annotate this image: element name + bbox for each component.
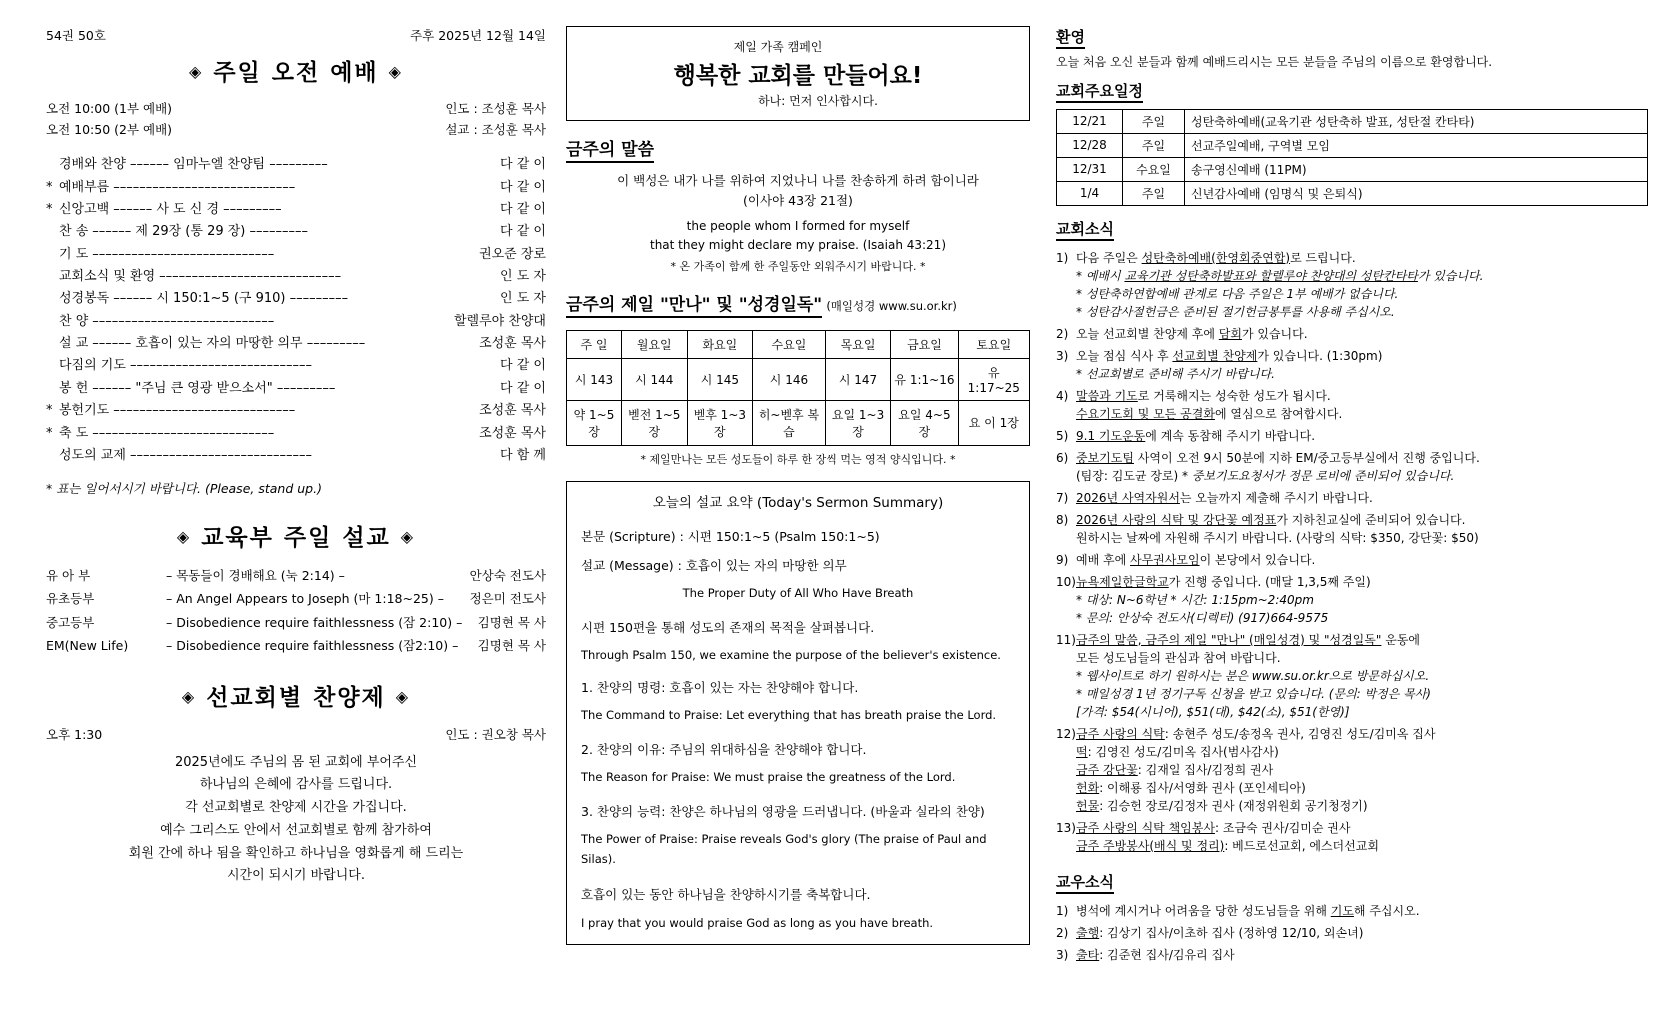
mission-fest-line: 예수 그리스도 안에서 선교회별로 함께 참가하여 <box>160 822 432 838</box>
education-row <box>46 587 546 610</box>
weekly-word-title: 금주의 말씀 <box>566 135 654 163</box>
manna-cell: 시 147 <box>825 358 891 400</box>
order-filler: –––––––––––––––––––––––––––– <box>92 313 275 329</box>
schedule-day: 주일 <box>1123 181 1185 205</box>
news-number: 7) <box>1056 490 1069 505</box>
sermon-message-label: 설교 (Message) : <box>581 558 682 574</box>
order-filler: –––––––––––––––––––––––––––– <box>92 425 275 441</box>
education-teacher: 김명현 목 사 <box>477 614 546 630</box>
order-assignee: 다 함 께 <box>500 447 546 463</box>
education-teacher: 김명현 목 사 <box>477 637 546 653</box>
news-number: 2) <box>1056 925 1069 940</box>
news-body <box>1076 325 1648 343</box>
service-times <box>46 99 546 140</box>
news-line: 금주 주방봉사(배식 및 정리): 베드로선교회, 에스더선교회 <box>1076 838 1379 853</box>
education-row <box>46 611 546 634</box>
service-time-row <box>46 120 546 141</box>
order-label: 축 도 <box>59 425 89 441</box>
manna-title-text: 금주의 제일 "만나" 및 "성경일독" <box>566 294 823 315</box>
news-line: * 매일성경 1년 정기구독 신청을 받고 있습니다. (문의: 박정은 목사) <box>1076 686 1431 701</box>
church-news-item <box>1056 347 1648 383</box>
weekly-word-block <box>566 171 1030 276</box>
education-title <box>46 519 546 552</box>
order-assignee: 다 같 이 <box>500 179 546 195</box>
manna-cell: 목요일 <box>825 330 891 358</box>
church-news-item <box>1056 427 1648 445</box>
schedule-day: 주일 <box>1123 133 1185 157</box>
order-label: 신앙고백 <box>59 201 110 217</box>
manna-cell: 시 144 <box>621 358 687 400</box>
order-item <box>46 445 546 467</box>
news-body <box>1076 449 1648 485</box>
service-time-row <box>46 99 546 120</box>
order-filler: –––––– 시 150:1~5 (구 910) ––––––––– <box>113 291 349 307</box>
education-list <box>46 564 546 657</box>
sermon-scripture-label: 본문 (Scripture) : <box>581 528 684 544</box>
mission-fest-block <box>46 724 546 888</box>
mission-fest-line: 시간이 되시기 바랍니다. <box>227 868 365 884</box>
news-line: * 성탄축하연합예배 관계로 다음 주일은 1부 예배가 없습니다. <box>1076 286 1399 301</box>
order-item <box>46 199 546 221</box>
schedule-event: 선교주일예배, 구역별 모임 <box>1185 133 1648 157</box>
mission-fest-text <box>46 752 546 889</box>
news-number: 4) <box>1056 388 1069 403</box>
mission-fest-header <box>46 724 546 746</box>
member-news-title: 교우소식 <box>1056 871 1114 894</box>
education-dept: 유초등부 <box>46 591 95 607</box>
sermon-message-english: The Proper Duty of All Who Have Breath <box>682 586 914 601</box>
order-assignee: 조성훈 목사 <box>479 425 546 441</box>
order-label: 다짐의 기도 <box>59 358 126 374</box>
manna-cell: 주 일 <box>567 330 622 358</box>
news-number: 3) <box>1056 947 1069 962</box>
mission-fest-leader: 인도 : 권오창 목사 <box>445 726 546 742</box>
education-topic: – 목동들이 경배해요 (눅 2:14) – <box>166 568 345 584</box>
news-body <box>1076 551 1648 569</box>
schedule-event: 신년감사예배 (임명식 및 은퇴식) <box>1185 181 1648 205</box>
church-news-item <box>1056 631 1648 721</box>
member-news-item <box>1056 946 1648 964</box>
sermon-closing-korean: 호흡이 있는 동안 하나님을 찬양하시기를 축복합니다. <box>581 886 871 902</box>
news-line: 9.1 기도운동에 계속 동참해 주시기 바랍니다. <box>1076 428 1316 443</box>
service-preacher: 설교 : 조성훈 목사 <box>445 121 546 137</box>
order-assignee: 인 도 자 <box>500 291 546 307</box>
news-number: 12) <box>1056 726 1076 741</box>
church-news-item <box>1056 551 1648 569</box>
order-star: * <box>46 403 53 419</box>
sermon-intro-english: Through Psalm 150, we examine the purpose of the believer's existence. <box>581 648 1001 663</box>
order-assignee: 다 같 이 <box>500 157 546 173</box>
order-assignee: 조성훈 목사 <box>479 336 546 352</box>
news-number: 11) <box>1056 632 1076 647</box>
education-teacher: 안상숙 전도사 <box>469 568 546 584</box>
campaign-line-1: 제일 가족 캠페인 <box>733 40 823 54</box>
news-number: 13) <box>1056 820 1076 835</box>
news-line: (팀장: 김도균 장로) * 중보기도요청서가 정문 로비에 준비되어 있습니다. <box>1076 468 1455 483</box>
manna-cell: 토요일 <box>958 330 1029 358</box>
manna-cell: 벧전 1~5장 <box>621 400 687 445</box>
news-line: * 선교회별로 준비해 주시기 바랍니다. <box>1076 366 1275 381</box>
order-item <box>46 333 546 355</box>
manna-cell: 수요일 <box>753 330 826 358</box>
schedule-row <box>1057 133 1648 157</box>
service-leader: 인도 : 조성훈 목사 <box>445 101 546 116</box>
campaign-line-2: 행복한 교회를 만들어요! <box>673 63 923 89</box>
news-body: 출행: 김상기 집사/이초하 집사 (정하영 12/10, 외손녀) <box>1076 925 1364 940</box>
diamond-icon: ◈ <box>181 686 197 706</box>
order-filler: –––––––––––––––––––––––––––– <box>159 269 342 285</box>
schedule-date: 12/21 <box>1057 109 1123 133</box>
news-line: 말씀과 기도로 거룩해지는 성숙한 성도가 됩시다. <box>1076 388 1331 403</box>
education-dept: 중고등부 <box>46 614 95 630</box>
manna-title <box>566 290 822 318</box>
church-news-title: 교회소식 <box>1056 218 1114 241</box>
education-teacher: 정은미 전도사 <box>469 591 546 607</box>
welcome-text: 오늘 처음 오신 분들과 함께 예배드리시는 모든 분들을 주님의 이름으로 환영합니다. <box>1056 55 1493 69</box>
order-filler: –––––– 임마누엘 찬양팀 ––––––––– <box>129 157 328 173</box>
column-left <box>18 26 558 994</box>
education-title-text: 교육부 주일 설교 <box>201 525 391 552</box>
news-number: 5) <box>1056 428 1069 443</box>
news-number: 6) <box>1056 450 1069 465</box>
order-star: * <box>46 179 53 195</box>
church-news-item <box>1056 489 1648 507</box>
sermon-point-korean: 1. 찬양의 명령: 호흡이 있는 자는 찬양해야 합니다. <box>581 680 859 696</box>
news-line: [가격: $54(시니어), $51(대), $42(소), $51(한영)] <box>1076 704 1350 719</box>
news-number: 8) <box>1056 512 1069 527</box>
news-line: 모든 성도님들의 관심과 참여 바랍니다. <box>1076 650 1281 665</box>
sermon-message-value: 호흡이 있는 자의 마땅한 의무 <box>685 558 847 574</box>
diamond-icon: ◈ <box>176 527 192 547</box>
news-line: 오늘 점심 식사 후 선교회별 찬양제가 있습니다. (1:30pm) <box>1076 348 1383 363</box>
news-line: * 성탄감사절헌금은 준비된 절기헌금봉투를 사용해 주십시오. <box>1076 304 1395 319</box>
bulletin-header <box>46 26 546 44</box>
worship-title <box>46 54 546 87</box>
order-filler: –––––– 사 도 신 경 ––––––––– <box>113 201 282 217</box>
order-assignee: 다 같 이 <box>500 224 546 240</box>
sermon-point-korean: 2. 찬양의 이유: 주님의 위대하심을 찬양해야 합니다. <box>581 742 867 758</box>
church-news-item <box>1056 573 1648 627</box>
manna-cell: 시 145 <box>687 358 753 400</box>
sermon-intro-korean: 시편 150편을 통해 성도의 존재의 목적을 살펴봅니다. <box>581 620 875 636</box>
mission-fest-title-text: 선교회별 찬양제 <box>206 684 386 711</box>
news-body <box>1076 511 1648 547</box>
order-label: 경배와 찬양 <box>59 157 126 173</box>
order-item <box>46 177 546 199</box>
order-filler: –––––––––––––––––––––––––––– <box>113 179 296 195</box>
news-line: 수요기도회 및 모든 공결화에 열심으로 참여합시다. <box>1076 406 1343 421</box>
manna-cell: 요일 4~5장 <box>891 400 958 445</box>
order-item <box>46 244 546 266</box>
schedule-row <box>1057 181 1648 205</box>
news-number: 1) <box>1056 250 1069 265</box>
news-line: 금주 사랑의 식탁 책임봉사: 조금숙 권사/김미순 권사 <box>1076 820 1351 835</box>
education-row <box>46 634 546 657</box>
weekly-word-english-1: the people whom I formed for myself <box>686 219 910 233</box>
schedule-date: 12/31 <box>1057 157 1123 181</box>
worship-title-text: 주일 오전 예배 <box>213 60 379 86</box>
news-line: * 웹사이트로 하기 원하시는 분은 www.su.or.kr으로 방문하십시오. <box>1076 668 1430 683</box>
order-label: 봉헌기도 <box>59 403 110 419</box>
service-time-label: 오전 10:00 (1부 예배) <box>46 101 173 116</box>
sermon-closing-english: I pray that you would praise God as long as you have breath. <box>581 916 934 931</box>
order-filler: –––––––––––––––––––––––––––– <box>129 358 312 374</box>
church-news-list <box>1056 249 1648 855</box>
mission-fest-line: 각 선교회별로 찬양제 시간을 가집니다. <box>185 800 407 816</box>
order-label: 성도의 교제 <box>59 447 126 463</box>
news-body <box>1076 489 1648 507</box>
news-body <box>1076 819 1648 855</box>
sermon-scripture-row <box>581 526 1015 548</box>
order-assignee: 다 같 이 <box>500 358 546 374</box>
weekly-word-english-2: that they might declare my praise. (Isaiah 43:21) <box>649 238 946 253</box>
order-item <box>46 378 546 400</box>
news-line: 2026년 사역자원서는 오늘까지 제출해 주시기 바랍니다. <box>1076 490 1373 505</box>
news-line: 2026년 사랑의 식탁 및 강단꽃 예정표가 지하친교실에 준비되어 있습니다. <box>1076 512 1466 527</box>
education-dept: 유 아 부 <box>46 568 91 584</box>
member-news-item <box>1056 924 1648 942</box>
order-label: 찬 양 <box>59 313 89 329</box>
church-news-item <box>1056 325 1648 343</box>
church-news-item <box>1056 725 1648 815</box>
mission-fest-title <box>46 679 546 712</box>
sermon-summary-box <box>566 481 1030 945</box>
order-label: 찬 송 <box>59 224 89 240</box>
news-line: * 대상: N~6학년 * 시간: 1:15pm~2:40pm <box>1076 592 1314 607</box>
order-star: * <box>46 425 53 441</box>
sermon-point-english: The Command to Praise: Let everything that has breath praise the Lord. <box>581 708 997 723</box>
news-body <box>1076 249 1648 321</box>
manna-row <box>567 400 1030 445</box>
church-news-item <box>1056 819 1648 855</box>
news-line: 원하시는 날짜에 자원해 주시기 바랍니다. (사랑의 식탁: $350, 강단꽃: $50) <box>1076 530 1479 545</box>
member-news-item <box>1056 902 1648 920</box>
manna-row <box>567 358 1030 400</box>
news-line: * 예배시 교육기관 성탄축하발표와 할렐루야 찬양대의 성탄칸타타가 있습니다. <box>1076 268 1484 283</box>
news-line: 떡: 김영진 성도/김미옥 집사(범사감사) <box>1076 744 1279 759</box>
order-assignee: 권오준 장로 <box>479 246 546 262</box>
order-of-worship <box>46 154 546 467</box>
mission-fest-line: 2025년에도 주님의 몸 된 교회에 부어주신 <box>174 754 418 770</box>
campaign-line-3: 하나: 먼저 인사합시다. <box>758 94 878 108</box>
order-filler: –––––– "주님 큰 영광 받으소서" ––––––––– <box>92 380 336 396</box>
weekly-word-note: * 온 가족이 함께 한 주일동안 외워주시기 바랍니다. * <box>670 260 926 274</box>
news-line: 오늘 선교회별 찬양제 후에 담회가 있습니다. <box>1076 326 1308 341</box>
church-news-item <box>1056 511 1648 547</box>
order-star: * <box>46 201 53 217</box>
education-row <box>46 564 546 587</box>
diamond-icon: ◈ <box>388 62 403 81</box>
manna-cell: 약 1~5장 <box>567 400 622 445</box>
news-line: 헌물: 김승헌 장로/김정자 권사 (재정위원회 공기청정기) <box>1076 798 1368 813</box>
news-number: 3) <box>1056 348 1069 363</box>
news-body <box>1076 427 1648 445</box>
weekly-word-korean: 이 백성은 내가 나를 위하여 지었나니 나를 찬송하게 하려 함이니라 <box>617 173 979 188</box>
order-assignee: 인 도 자 <box>500 269 546 285</box>
news-line: 헌화: 이해룡 집사/서영화 권사 (포인세티아) <box>1076 780 1306 795</box>
mission-fest-line: 하나님의 은혜에 감사를 드립니다. <box>199 777 393 793</box>
manna-cell: 유 1:17~25 <box>958 358 1029 400</box>
manna-note: * 제일만나는 모든 성도들이 하루 한 장씩 먹는 영적 양식입니다. * <box>640 452 956 466</box>
column-middle <box>558 26 1038 994</box>
manna-title-suffix: (매일성경 www.su.or.kr) <box>826 298 957 313</box>
church-news-item <box>1056 249 1648 321</box>
news-line: 예배 후에 사무권사모임이 본당에서 있습니다. <box>1076 552 1316 567</box>
order-filler: –––––––––––––––––––––––––––– <box>92 246 275 262</box>
order-label: 교회소식 및 환영 <box>59 269 156 285</box>
news-body: 출타: 김준현 집사/김유리 집사 <box>1076 947 1235 962</box>
order-label: 기 도 <box>59 246 89 262</box>
order-filler: –––––––––––––––––––––––––––– <box>129 447 312 463</box>
order-assignee: 다 같 이 <box>500 380 546 396</box>
schedule-date: 1/4 <box>1057 181 1123 205</box>
order-filler: –––––––––––––––––––––––––––– <box>113 403 296 419</box>
manna-cell: 금요일 <box>891 330 958 358</box>
order-item <box>46 423 546 445</box>
schedule-row <box>1057 109 1648 133</box>
news-line: 뉴욕제일한글학교가 진행 중입니다. (매달 1,3,5째 주일) <box>1076 574 1371 589</box>
order-assignee: 할렐루야 찬양대 <box>453 313 546 329</box>
order-item <box>46 221 546 243</box>
sermon-points <box>581 677 1015 869</box>
news-body <box>1076 725 1648 815</box>
news-line: 중보기도팀 사역이 오전 9시 50분에 지하 EM/중고등부실에서 진행 중입니다. <box>1076 450 1480 465</box>
schedule-table <box>1056 109 1648 206</box>
news-line: 금주의 말씀, 금주의 제일 "만나" (매일성경) 및 "성경일독" 운동에 <box>1076 632 1420 647</box>
sermon-message-row <box>581 555 1015 577</box>
news-number: 1) <box>1056 903 1069 918</box>
mission-fest-time: 오후 1:30 <box>46 726 103 742</box>
manna-cell: 히~벧후 복습 <box>753 400 826 445</box>
schedule-event: 성탄축하예배(교육기관 성탄축하 발표, 성탄절 칸타타) <box>1185 109 1648 133</box>
order-item <box>46 154 546 176</box>
order-filler: –––––– 호흡이 있는 자의 마땅한 의무 ––––––––– <box>92 336 366 352</box>
service-time-label: 오전 10:50 (2부 예배) <box>46 121 173 137</box>
manna-table <box>566 330 1030 446</box>
volume-number: 54권 50호 <box>46 28 106 43</box>
order-filler: –––––– 제 29장 (통 29 장) ––––––––– <box>92 224 309 240</box>
news-number: 10) <box>1056 574 1076 589</box>
column-right <box>1038 26 1658 994</box>
order-label: 설 교 <box>59 336 89 352</box>
news-body <box>1076 631 1648 721</box>
order-assignee: 다 같 이 <box>500 201 546 217</box>
manna-header-row <box>567 330 1030 358</box>
sermon-point-english: The Reason for Praise: We must praise the greatness of the Lord. <box>581 770 956 785</box>
news-body <box>1076 387 1648 423</box>
sermon-point-english: The Power of Praise: Praise reveals God's glory (The praise of Paul and Silas). <box>581 832 987 867</box>
church-news-item <box>1056 387 1648 423</box>
order-label: 성경봉독 <box>59 291 110 307</box>
news-line: * 문의: 안상숙 전도사(디렉터) (917)664-9575 <box>1076 610 1329 625</box>
schedule-date: 12/28 <box>1057 133 1123 157</box>
education-topic: – Disobedience require faithlessness (잠2:10) – <box>166 637 459 653</box>
church-news-item <box>1056 449 1648 485</box>
order-item <box>46 311 546 333</box>
news-number: 2) <box>1056 326 1069 341</box>
order-assignee: 조성훈 목사 <box>479 403 546 419</box>
welcome-title: 환영 <box>1056 26 1085 49</box>
order-item <box>46 400 546 422</box>
sermon-scripture-value: 시편 150:1~5 (Psalm 150:1~5) <box>687 528 880 544</box>
news-body <box>1076 573 1648 627</box>
manna-cell: 월요일 <box>621 330 687 358</box>
education-topic: – An Angel Appears to Joseph (마 1:18~25) – <box>166 591 444 607</box>
order-item <box>46 288 546 310</box>
manna-cell: 시 143 <box>567 358 622 400</box>
bulletin-date: 주후 2025년 12월 14일 <box>410 28 546 43</box>
order-label: 봉 헌 <box>59 380 89 396</box>
sermon-point-korean: 3. 찬양의 능력: 찬양은 하나님의 영광을 드러냅니다. (바울과 실라의 찬양) <box>581 804 985 820</box>
campaign-banner <box>566 26 1030 121</box>
education-dept: EM(New Life) <box>46 637 129 653</box>
schedule-event: 송구영신예배 (11PM) <box>1185 157 1648 181</box>
news-line: 금주 강단꽃: 김재일 집사/김정희 권사 <box>1076 762 1274 777</box>
education-topic: – Disobedience require faithlessness (잠 2:10) – <box>166 614 463 630</box>
order-item <box>46 266 546 288</box>
member-news-list <box>1056 902 1648 964</box>
diamond-icon: ◈ <box>400 527 416 547</box>
stand-up-note: * 표는 일어서시기 바랍니다. (Please, stand up.) <box>46 481 322 497</box>
diamond-icon: ◈ <box>189 62 204 81</box>
news-line: 다음 주일은 성탄축하예배(한영회중연합)로 드립니다. <box>1076 250 1356 265</box>
manna-cell: 시 146 <box>753 358 826 400</box>
order-label: 예배부름 <box>59 179 110 195</box>
weekly-word-reference: (이사야 43장 21절) <box>743 193 853 208</box>
news-body: 병석에 계시거나 어려움을 당한 성도님들을 위해 기도해 주십시오. <box>1076 903 1420 918</box>
schedule-title: 교회주요일정 <box>1056 80 1143 103</box>
manna-cell: 유 1:1~16 <box>891 358 958 400</box>
schedule-row <box>1057 157 1648 181</box>
news-number: 9) <box>1056 552 1069 567</box>
mission-fest-line: 회원 간에 하나 됨을 확인하고 하나님을 영화롭게 해 드리는 <box>128 845 464 861</box>
schedule-day: 수요일 <box>1123 157 1185 181</box>
diamond-icon: ◈ <box>395 686 411 706</box>
order-item <box>46 355 546 377</box>
manna-cell: 요 이 1장 <box>958 400 1029 445</box>
schedule-day: 주일 <box>1123 109 1185 133</box>
manna-cell: 벧후 1~3장 <box>687 400 753 445</box>
news-body <box>1076 347 1648 383</box>
manna-cell: 요일 1~3장 <box>825 400 891 445</box>
manna-cell: 화요일 <box>687 330 753 358</box>
news-line: 금주 사랑의 식탁: 송현주 성도/송정옥 권사, 김영진 성도/김미옥 집사 <box>1076 726 1436 741</box>
sermon-summary-title: 오늘의 설교 요약 (Today's Sermon Summary) <box>652 494 944 511</box>
